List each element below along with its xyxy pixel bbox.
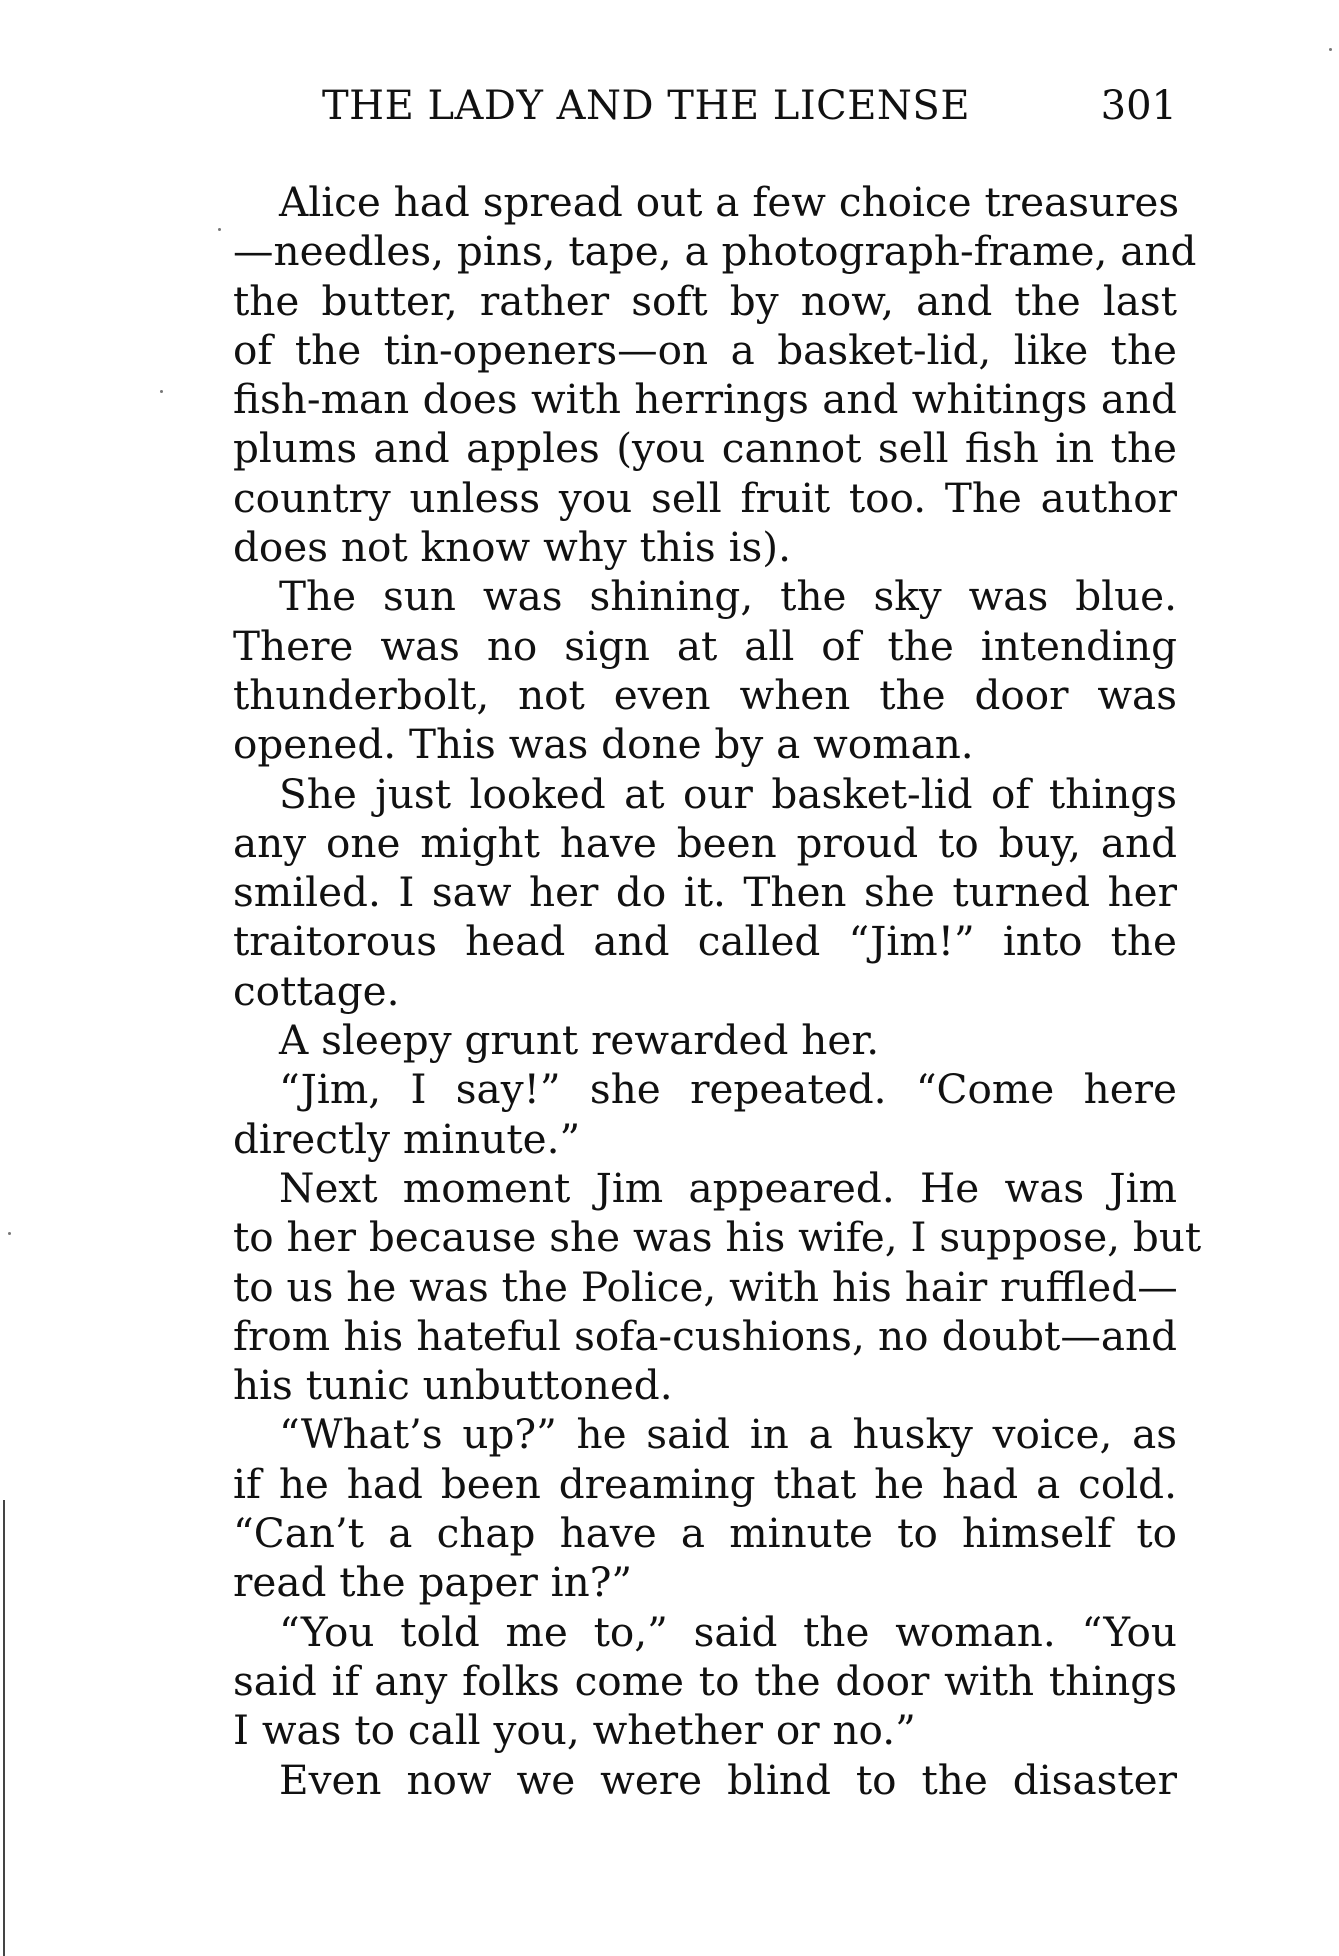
text-line: said if any folks come to the door with things xyxy=(233,1656,1177,1705)
text-line: Next moment Jim appeared. He was Jim xyxy=(279,1163,1177,1212)
text-line: cottage. xyxy=(233,966,400,1015)
text-line: Even now we were blind to the disaster xyxy=(279,1755,1177,1804)
scan-margin-rule xyxy=(3,1500,5,1956)
text-line: country unless you sell fruit too. The author xyxy=(233,473,1177,522)
text-line: fish-man does with herrings and whitings and xyxy=(233,375,1177,424)
text-line: smiled. I saw her do it. Then she turned her xyxy=(233,868,1177,917)
text-line: from his hateful sofa-cushions, no doubt—and xyxy=(233,1311,1177,1360)
text-line: plums and apples (you cannot sell fish in the xyxy=(233,424,1177,473)
scan-speck xyxy=(218,228,221,231)
text-line: directly minute.” xyxy=(233,1114,581,1163)
scan-speck xyxy=(8,1232,11,1235)
text-line: to her because she was his wife, I suppose, but xyxy=(233,1213,1202,1262)
text-line: She just looked at our basket-lid of things xyxy=(279,769,1177,818)
text-line: —needles, pins, tape, a photograph-frame, and xyxy=(233,227,1197,276)
text-line: “You told me to,” said the woman. “You xyxy=(279,1607,1177,1656)
text-line: “What’s up?” he said in a husky voice, as xyxy=(279,1410,1177,1459)
body-text xyxy=(233,178,1202,1805)
text-line: the butter, rather soft by now, and the last xyxy=(233,276,1177,325)
scan-speck xyxy=(160,390,163,393)
text-line: “Jim, I say!” she repeated. “Come here xyxy=(279,1065,1177,1114)
text-line: “Can’t a chap have a minute to himself to xyxy=(233,1509,1177,1558)
text-line: There was no sign at all of the intending xyxy=(233,621,1177,670)
page-number: 301 xyxy=(1100,83,1177,129)
text-line: of the tin-openers—on a basket-lid, like the xyxy=(233,325,1177,374)
text-line: The sun was shining, the sky was blue. xyxy=(279,572,1177,621)
scan-speck xyxy=(1329,48,1332,51)
text-line: to us he was the Police, with his hair ruffled— xyxy=(233,1262,1178,1311)
text-line: if he had been dreaming that he had a cold. xyxy=(233,1459,1177,1508)
text-line: read the paper in?” xyxy=(233,1558,633,1607)
text-line: opened. This was done by a woman. xyxy=(233,720,974,769)
text-line: does not know why this is). xyxy=(233,523,791,572)
text-line: thunderbolt, not even when the door was xyxy=(233,670,1177,719)
text-line: any one might have been proud to buy, and xyxy=(233,818,1177,867)
text-line: A sleepy grunt rewarded her. xyxy=(279,1016,880,1065)
text-line: Alice had spread out a few choice treasures xyxy=(279,178,1180,226)
running-head-title: THE LADY AND THE LICENSE xyxy=(322,83,971,129)
text-line: his tunic unbuttoned. xyxy=(233,1361,673,1410)
text-line: traitorous head and called “Jim!” into the xyxy=(233,917,1177,966)
text-line: I was to call you, whether or no.” xyxy=(233,1706,916,1755)
running-head xyxy=(322,82,1177,130)
